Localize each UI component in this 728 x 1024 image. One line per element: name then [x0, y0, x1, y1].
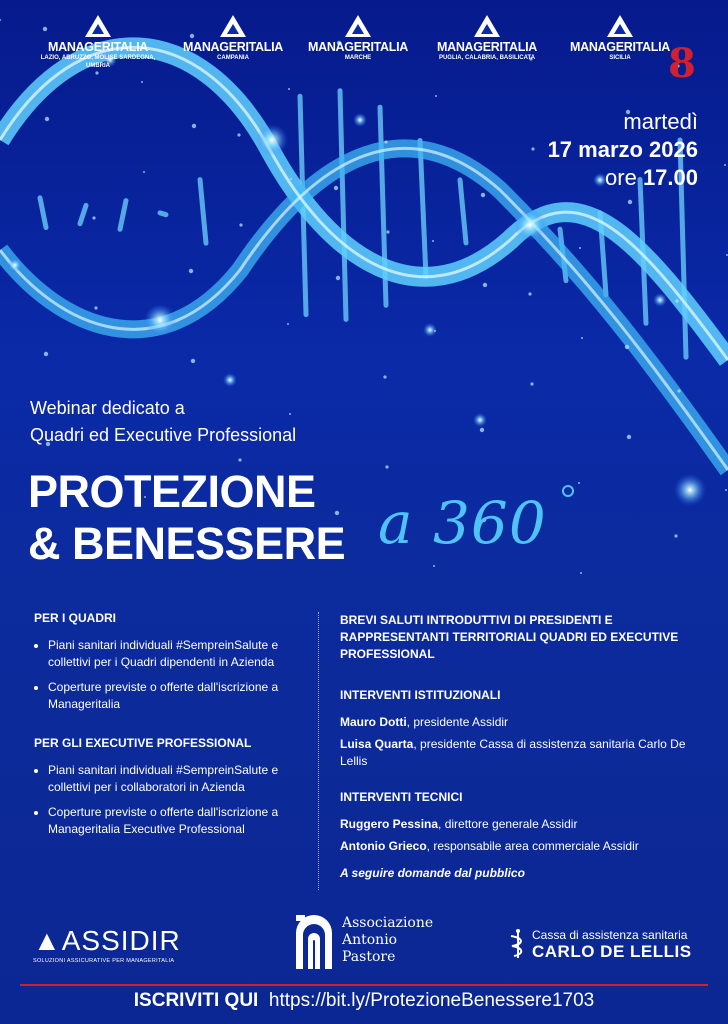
assidir-name: ASSIDIR — [61, 925, 181, 956]
star-dot — [191, 359, 195, 363]
registration-footer — [0, 990, 728, 1012]
star-dot — [677, 389, 680, 392]
list-item: • Coperture previste o offerte dall'iscrizione a Manageritalia — [48, 679, 294, 713]
speaker-item — [340, 736, 708, 770]
star-dot — [189, 269, 193, 273]
speaker-item — [340, 714, 708, 731]
agenda-saluti: BREVI SALUTI INTRODUTTIVI DI PRESIDENTI E RAPPRESENTANTI TERRITORIALI QUADRI ED EXECUTIVE PROFESSIONAL — [340, 613, 679, 661]
star-dot — [143, 171, 145, 173]
manageritalia-triangle-icon — [474, 15, 500, 37]
event-day: martedì — [623, 109, 698, 134]
page-title — [28, 466, 345, 570]
speaker-role: , presidente Cassa di assistenza sanitaria Carlo De Lellis — [340, 737, 686, 768]
title-accent: a 360 — [378, 489, 547, 557]
star-dot — [45, 117, 49, 121]
star-dot — [0, 19, 1, 21]
title-line-1: PROTEZIONE — [28, 466, 316, 517]
star-dot — [92, 216, 95, 219]
star-dot — [627, 435, 631, 439]
star-dot — [625, 345, 629, 349]
cdl-line-2: CARLO DE LELLIS — [532, 942, 692, 961]
assidir-tagline: SOLUZIONI ASSICURATIVE PER MANAGERITALIA — [33, 958, 175, 964]
agenda-column — [340, 612, 708, 882]
event-date — [548, 108, 698, 192]
star-dot — [724, 164, 726, 166]
sparkle — [144, 304, 176, 336]
intro-line-2: Quadri ed Executive Professional — [30, 425, 297, 445]
star-dot — [480, 428, 484, 432]
pastore-arch-icon — [294, 913, 336, 969]
carlo-de-lellis-logo — [506, 928, 692, 965]
star-dot — [628, 200, 632, 204]
star-dot — [481, 193, 485, 197]
section-heading-executive: PER GLI EXECUTIVE PROFESSIONAL — [34, 736, 252, 750]
star-dot — [530, 382, 533, 385]
star-dot — [725, 489, 727, 491]
list-item: • Piani sanitari individuali #SempreinSalute e collettivi per i Quadri dipendenti in Azienda — [48, 637, 294, 671]
dna-rung — [200, 180, 206, 244]
list-item: • Piani sanitari individuali #SempreinSalute e collettivi per i collaboratori in Azienda — [48, 762, 294, 796]
manageritalia-triangle-icon — [85, 15, 111, 37]
section-heading-quadri: PER I QUADRI — [34, 611, 117, 625]
speaker-item — [340, 816, 708, 833]
speaker-name: Mauro Dotti — [340, 715, 407, 729]
aap-line-2: Antonio — [342, 932, 398, 948]
footer-divider — [20, 984, 708, 986]
star-dot — [386, 230, 389, 233]
manageritalia-triangle-icon — [345, 15, 371, 37]
star-dot — [675, 299, 678, 302]
sparkle — [423, 323, 437, 337]
star-dot — [483, 283, 487, 287]
star-dot — [578, 482, 580, 484]
star-dot — [580, 572, 582, 574]
executive-list — [34, 762, 294, 838]
cdl-line-1: Cassa di assistenza sanitaria — [532, 928, 688, 942]
manageritalia-logo-lazio: MANAGERITALIA LAZIO, ABRUZZO, MOLISE SARDEGNA, UMBRIA — [38, 15, 158, 70]
sparkle — [674, 474, 706, 506]
star-dot — [290, 178, 292, 180]
degree-icon — [562, 485, 574, 497]
star-dot — [528, 292, 531, 295]
star-dot — [141, 81, 143, 83]
sparkle — [8, 258, 22, 272]
section-heading-tecnici: INTERVENTI TECNICI — [340, 790, 463, 804]
manageritalia-logo-sicilia: MANAGERITALIA SICILIA — [560, 15, 680, 63]
sparkle — [653, 293, 667, 307]
section-heading-istituzionali: INTERVENTI ISTITUZIONALI — [340, 688, 501, 702]
star-dot — [239, 223, 242, 226]
event-time: 17.00 — [642, 165, 698, 190]
caduceus-icon — [506, 928, 530, 960]
star-dot — [192, 124, 196, 128]
star-dot — [95, 71, 98, 74]
anniversary-eight-icon: 8 — [668, 40, 696, 87]
star-dot — [334, 186, 338, 190]
manageritalia-logo-marche: MANAGERITALIA MARCHE — [298, 15, 418, 63]
audience-column — [34, 610, 294, 846]
star-dot — [94, 306, 97, 309]
speaker-name: Antonio Grieco — [340, 839, 427, 853]
speaker-name: Luisa Quarta — [340, 737, 414, 751]
manageritalia-triangle-icon — [220, 15, 246, 37]
intro-line-1: Webinar dedicato a — [30, 398, 185, 418]
star-dot — [44, 352, 48, 356]
speaker-name: Ruggero Pessina — [340, 817, 439, 831]
register-label: ISCRIVITI QUI — [133, 990, 259, 1011]
star-dot — [288, 88, 290, 90]
star-dot — [336, 276, 340, 280]
star-dot — [384, 140, 387, 143]
star-dot — [383, 375, 386, 378]
manageritalia-logo-campania: MANAGERITALIA CAMPANIA — [173, 15, 293, 63]
star-dot — [238, 458, 241, 461]
manageritalia-logo-puglia: MANAGERITALIA PUGLIA, CALABRIA, BASILICATA — [427, 15, 547, 63]
star-dot — [287, 323, 289, 325]
sparkle — [514, 209, 546, 241]
assidir-a-icon: ▲ — [33, 925, 62, 956]
star-dot — [579, 247, 581, 249]
dna-rung — [160, 213, 166, 215]
sparkle — [223, 373, 237, 387]
webinar-intro — [30, 395, 296, 449]
dna-rung — [460, 180, 466, 243]
star-dot — [674, 534, 677, 537]
speaker-item — [340, 838, 708, 855]
quadri-list — [34, 637, 294, 713]
aap-line-3: Pastore — [342, 949, 396, 965]
list-item: • Coperture previste o offerte dall'iscrizione a Manageritalia Executive Professional — [48, 804, 294, 838]
star-dot — [581, 337, 583, 339]
closing-note: A seguire domande dal pubblico — [340, 866, 525, 880]
column-divider — [318, 612, 319, 890]
sparkle — [473, 413, 487, 427]
speaker-role: , direttore generale Assidir — [438, 817, 578, 831]
speaker-role: , responsabile area commerciale Assidir — [426, 839, 639, 853]
registration-link[interactable]: https://bit.ly/ProtezioneBenessere1703 — [268, 990, 595, 1011]
star-dot — [385, 465, 388, 468]
dna-rung — [420, 140, 426, 276]
dna-rung — [120, 201, 126, 230]
dna-rung — [80, 205, 86, 223]
star-dot — [432, 240, 434, 242]
dna-rung — [40, 198, 46, 228]
speaker-role: , presidente Assidir — [406, 715, 509, 729]
star-dot — [434, 330, 436, 332]
sparkle — [256, 124, 288, 156]
title-line-2: BENESSERE — [72, 518, 346, 569]
event-time-prefix: ore — [605, 165, 637, 190]
dna-rung — [340, 91, 346, 320]
star-dot — [433, 565, 435, 567]
star-dot — [237, 133, 240, 136]
assidir-logo — [33, 925, 181, 964]
star-dot — [435, 95, 437, 97]
title-ampersand: & — [28, 518, 60, 569]
star-dot — [531, 147, 534, 150]
aap-line-1: Associazione — [342, 915, 434, 931]
associazione-pastore-logo — [294, 913, 434, 974]
event-date-value: 17 marzo 2026 — [547, 137, 698, 162]
manageritalia-triangle-icon — [607, 15, 633, 37]
sparkle — [353, 113, 367, 127]
